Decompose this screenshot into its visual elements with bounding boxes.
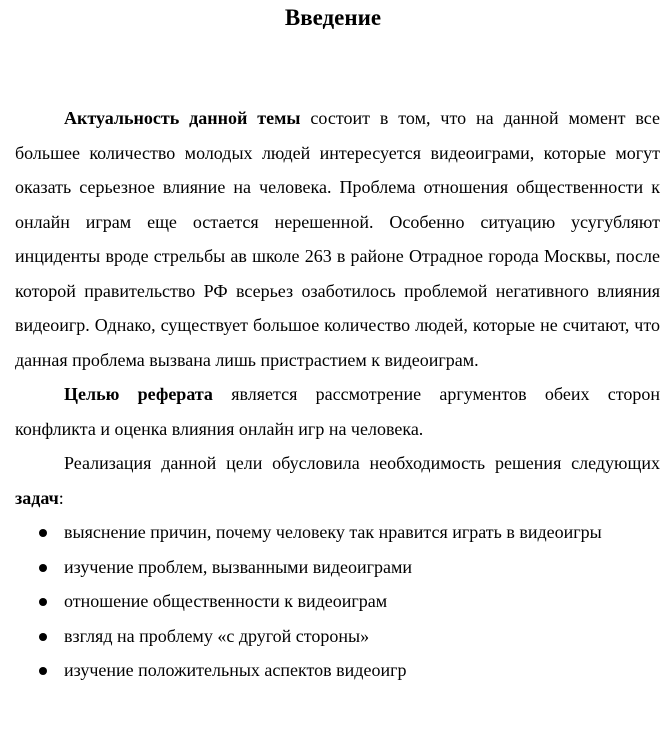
task-text: изучение проблем, вызванными видеоиграми [64,556,413,577]
document-body [15,101,660,688]
list-item [15,515,660,550]
bullet-icon [39,633,47,641]
tasks-intro-colon: : [58,487,64,508]
bullet-icon [39,598,47,606]
tasks-intro-text: Реализация данной цели обусловила необходимость решения следующих [64,453,660,473]
relevance-paragraph [15,101,660,377]
task-text: взгляд на проблему «с другой стороны» [64,625,370,646]
bullet-icon [39,564,47,572]
bullet-icon [39,667,47,675]
relevance-lead: Актуальность данной темы [64,108,301,128]
task-text: изучение положительных аспектов видеоигр [64,660,407,680]
tasks-intro-bold: задач [15,487,59,508]
task-list [15,515,660,688]
page-title: Введение [284,5,382,30]
goal-lead: Целью реферата [64,384,213,404]
bullet-icon [39,529,47,537]
goal-paragraph [15,377,660,446]
tasks-intro-paragraph [15,446,660,515]
task-text: отношение общественности к видеоиграм [64,591,388,611]
goal-text: является рассмотрение аргументов обеих сторон конфликта и оценка влияния онлайн игр на человека. [15,384,660,439]
task-text: выяснение причин, почему человеку так нравится играть в видеоигры [64,522,602,542]
list-item [15,619,660,654]
list-item [15,653,660,688]
list-item [15,550,660,585]
relevance-text: состоит в том, что на данной момент все большее количество молодых людей интересуется видеоиграми, которые могут оказать серьезное влияние на человека. Проблема отношения общественности к онлайн играм еще остается нерешенной. Особенно ситуацию усугубляют инциденты вроде стрельбы ав школе 263 в районе Отрадное города Москвы, после которой правительство РФ всерьез озаботилось проблемой негативного влияния видеоигр. Однако, существует большое количество людей, которые не считают, что данная проблема вызвана лишь пристрастием к видеоиграм. [15,108,660,370]
list-item [15,584,660,619]
